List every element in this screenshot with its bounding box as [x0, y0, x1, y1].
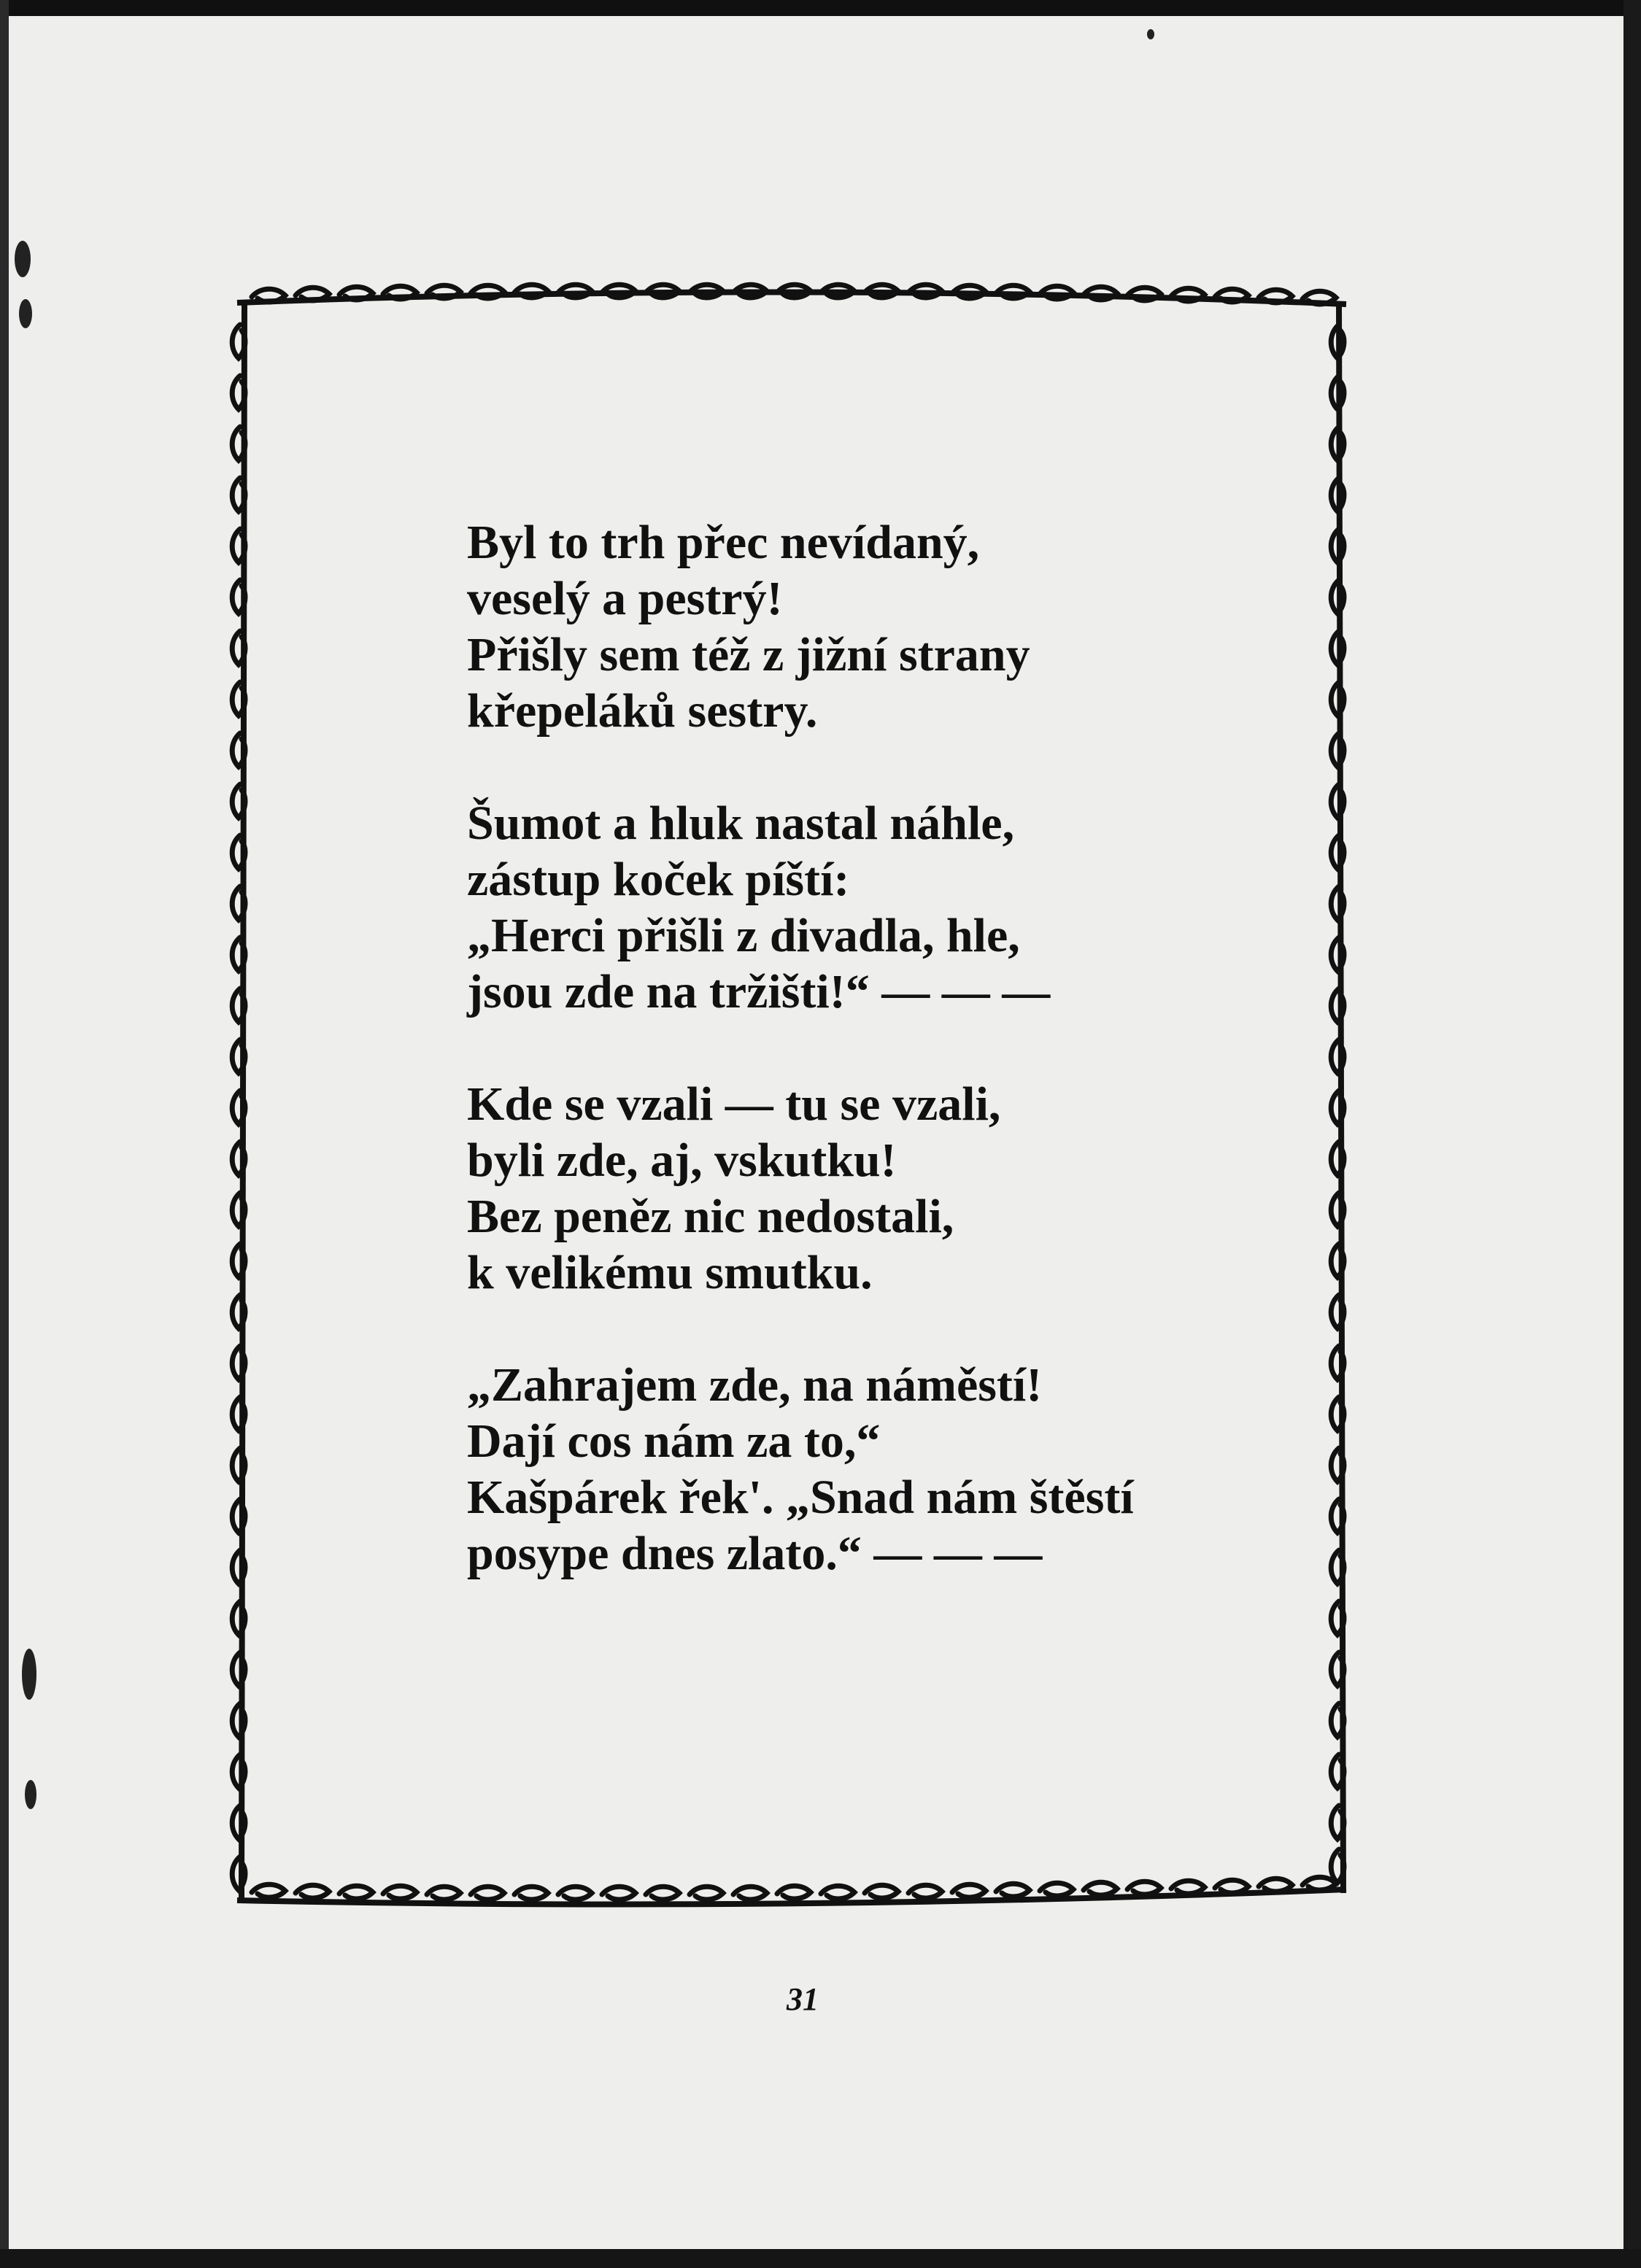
scan-edge-right	[1623, 0, 1641, 2268]
poem-line: byli zde, aj, vskutku!	[467, 1134, 897, 1187]
scan-speck	[15, 241, 31, 277]
poem-line: křepeláků sestry.	[467, 684, 818, 738]
poem-line: Byl to trh přec nevídaný,	[467, 516, 980, 569]
poem-line: Kde se vzali — tu se vzali,	[467, 1077, 1001, 1131]
poem-line: „Herci přišli z divadla, hle,	[467, 909, 1020, 962]
poem-line: „Zahrajem zde, na náměstí!	[467, 1358, 1043, 1412]
scan-speck	[22, 1649, 36, 1700]
poem-line: Dají cos nám za to,“	[467, 1414, 881, 1468]
poem	[467, 514, 1197, 1638]
poem-stanza-4	[467, 1357, 1197, 1582]
poem-stanza-3	[467, 1076, 1197, 1301]
scan-edge-bottom	[0, 2249, 1641, 2268]
scan-speck	[1147, 29, 1154, 39]
poem-line: Kašpárek řek'. „Snad nám štěstí	[467, 1471, 1134, 1524]
poem-line: veselý a pestrý!	[467, 572, 783, 625]
poem-line: Šumot a hluk nastal náhle,	[467, 797, 1015, 850]
poem-stanza-2	[467, 795, 1197, 1020]
poem-line: Přišly sem též z jižní strany	[467, 628, 1030, 681]
poem-line: jsou zde na tržišti!“ — — —	[467, 965, 1051, 1018]
scan-speck	[19, 299, 32, 328]
poem-line: zástup koček píští:	[467, 853, 850, 906]
page-number: 31	[787, 1981, 819, 2017]
scan-edge-top	[0, 0, 1641, 16]
poem-line: k velikému smutku.	[467, 1246, 873, 1299]
poem-line: posype dnes zlato.“ — — —	[467, 1527, 1043, 1580]
poem-line: Bez peněz nic nedostali,	[467, 1190, 954, 1243]
scan-edge-left	[0, 0, 9, 2268]
scan-speck	[25, 1780, 36, 1809]
poem-stanza-1	[467, 514, 1197, 739]
